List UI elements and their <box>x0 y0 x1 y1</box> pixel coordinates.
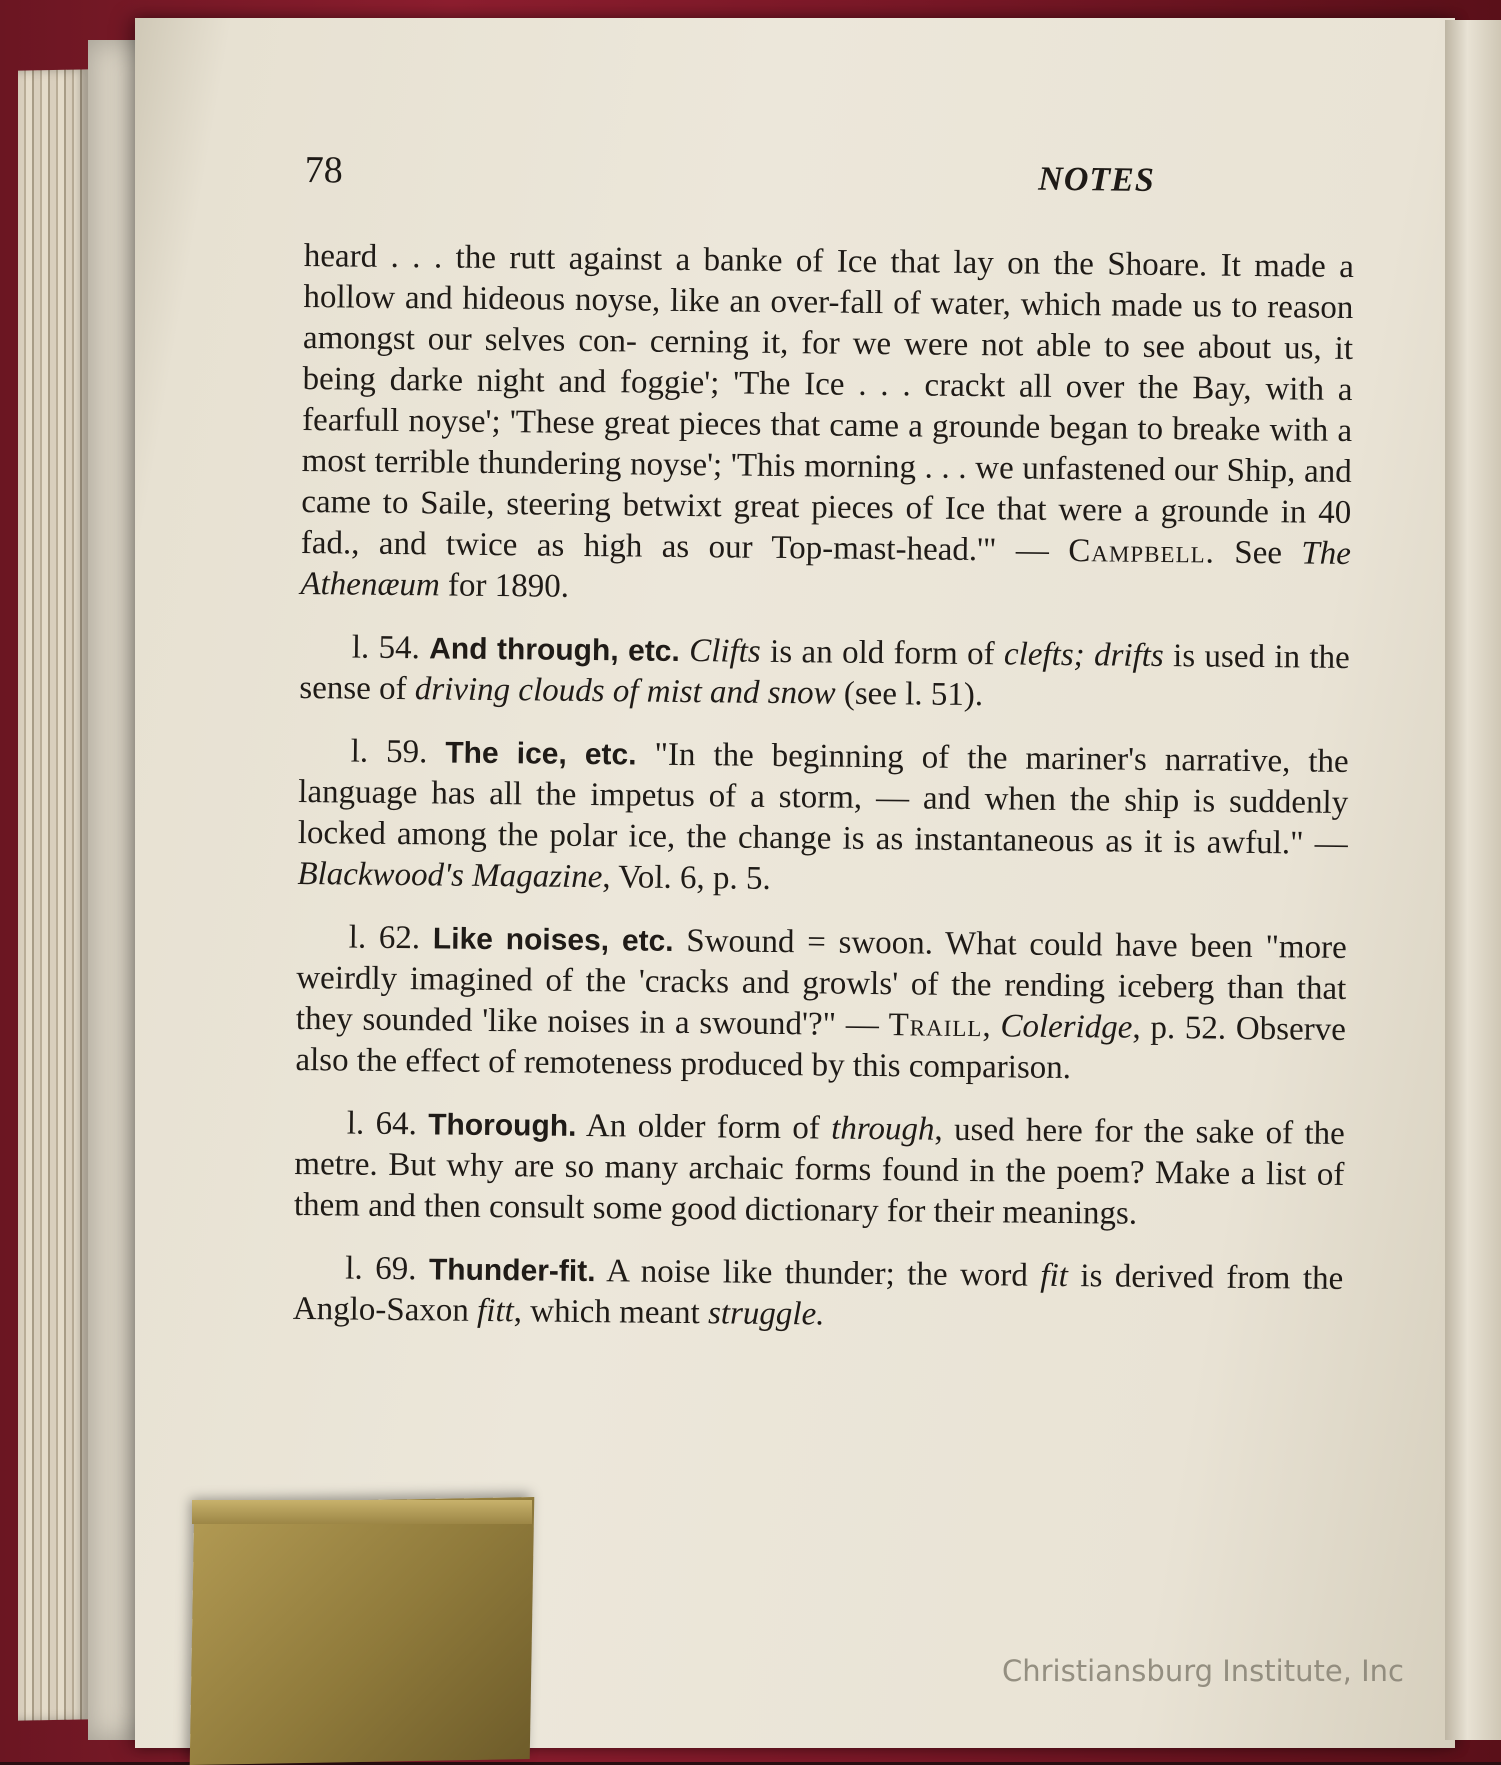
note-text: driving clouds of mist and snow <box>414 671 836 712</box>
text-line: of water, which made us to reason amongst our selves con- <box>302 285 1354 360</box>
note-text: Clifts <box>689 633 761 670</box>
note-text: , Vol. 6, p. 5. <box>602 859 771 897</box>
note-text: fitt <box>476 1292 514 1330</box>
note-text: struggle. <box>707 1295 825 1333</box>
note-text: is used in the sense of <box>299 638 1350 708</box>
text-line: steering betwixt great pieces of Ice that were a grounde in <box>506 486 1307 531</box>
page-text <box>293 150 1355 1341</box>
note-heading: Like noises, etc. <box>432 922 674 958</box>
note-text: A noise like thunder; the word <box>606 1253 1029 1294</box>
right-page-edge <box>1445 20 1501 1740</box>
author-citation: Traill <box>888 1007 983 1045</box>
note-heading: The ice, etc. <box>445 736 637 772</box>
note-text: , p. 52. Observe also the effect of remoteness produced by this comparison. <box>295 1009 1347 1087</box>
note-text: drifts <box>1093 637 1164 675</box>
text-line: See <box>1234 534 1283 572</box>
watermark: Christiansburg Institute, Inc <box>1002 1654 1404 1688</box>
note-line-64 <box>294 1103 1345 1237</box>
text-line: for 1890. <box>447 567 570 605</box>
note-text: An older form of <box>585 1107 821 1147</box>
text-line: Shoare. It made a hollow and hideous noyse, like an over-fall <box>303 246 1355 322</box>
quotation-paragraph <box>300 236 1354 616</box>
brass-page-clip <box>190 1497 535 1765</box>
note-line-69 <box>293 1248 1344 1341</box>
note-text: fit <box>1040 1257 1069 1295</box>
book-title: Coleridge <box>1000 1008 1133 1046</box>
text-line: cerning it, for we were not able to see about us, it being darke <box>302 323 1354 399</box>
line-reference: l. 62. <box>348 919 421 957</box>
note-text: through <box>831 1110 935 1148</box>
text-line: night and foggie'; 'The Ice . . . crackt all over the Bay, <box>476 362 1252 407</box>
page-header <box>305 150 1155 201</box>
page-number: 78 <box>304 149 344 192</box>
line-reference: l. 69. <box>345 1250 417 1288</box>
brass-page-clip-top <box>192 1500 532 1524</box>
note-text: "In the beginning of the mariner's narrative, the language has all the impetus of a storm, — and when the ship is suddenly locked among the polar ice, the change is as instantaneous as it is awful." — <box>297 736 1349 862</box>
page-edges <box>18 69 88 1720</box>
note-line-59 <box>297 731 1349 906</box>
journal-title: The Athenæum <box>300 535 1352 604</box>
text-line: morning . . . we unfastened our Ship, and came to Saile, <box>301 448 1352 523</box>
note-heading: Thunder-fit. <box>428 1253 596 1289</box>
running-head: NOTES <box>1038 160 1155 199</box>
note-text: is derived from the Anglo-Saxon <box>292 1258 1344 1329</box>
note-line-62 <box>295 917 1347 1092</box>
note-line-54 <box>299 627 1350 720</box>
note-text: Swound = swoon. What could have been "more weirdly imagined of the 'cracks and growls' of the rending iceberg than that they sounded 'like noises in a swound'?" — <box>295 923 1347 1044</box>
journal-title: Blackwood's Magazine <box>297 855 603 896</box>
note-text: , used here for the sake of the metre. But why are so many archaic forms found in the poem? Make a list of them and then consult some good dictionary for their meanings. <box>293 1111 1345 1232</box>
text-line: with a fearfull noyse'; 'These great pieces that came a grounde <box>301 371 1353 446</box>
note-heading: Thorough. <box>428 1108 577 1143</box>
text-line: began to breake with a most terrible thundering noyse'; 'This <box>301 409 1353 485</box>
note-heading: And through, etc. <box>429 632 680 668</box>
note-text: is an old form of <box>769 633 995 673</box>
text-line: heard . . . the rutt against a banke of Ice that lay on the <box>303 237 1095 283</box>
line-reference: l. 59. <box>350 733 428 771</box>
note-text: , which meant <box>513 1293 700 1332</box>
text-line: 40 fad., and twice as high as our Top-mast-head.'" — <box>300 494 1352 569</box>
line-reference: l. 54. <box>351 629 421 667</box>
note-text: (see l. 51). <box>843 675 984 714</box>
note-text: clefts; <box>1003 636 1085 674</box>
note-text: , <box>982 1008 991 1045</box>
line-reference: l. 64. <box>346 1105 418 1143</box>
author-citation: Campbell. <box>1068 533 1216 571</box>
